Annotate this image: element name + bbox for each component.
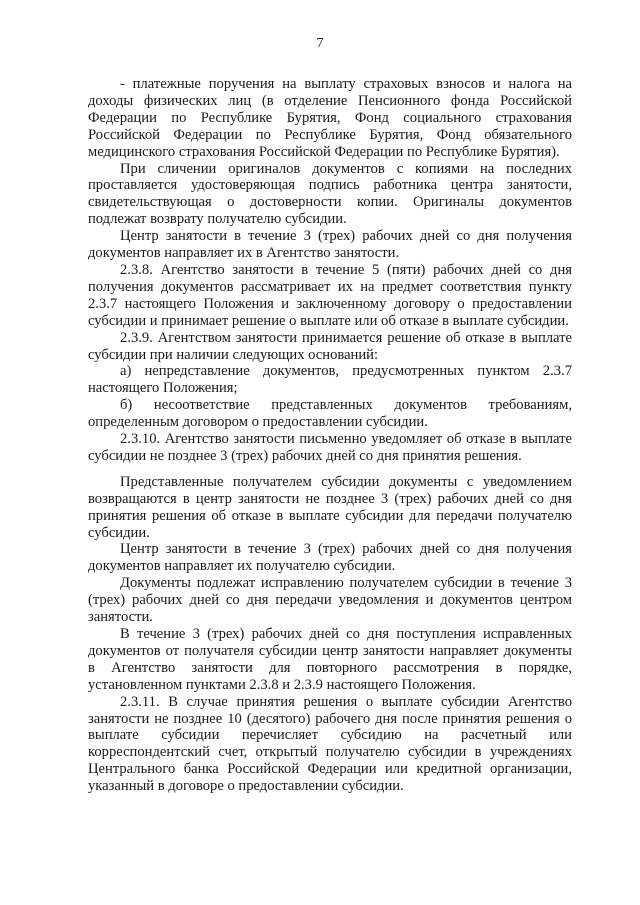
paragraph-payment-orders: - платежные поручения на выплату страховых взносов и налога на доходы физических лиц (в отделение Пенсионного фонда Российской Федерации по Республике Бурятия, Фонд социального страхования Российской Федерации по Республике Бурятия, Фонд обязательного медицинского страхования Российской Федерации по Республике Бурятия).: [88, 76, 572, 160]
paragraph-2-3-11: 2.3.11. В случае принятия решения о выплате субсидии Агентство занятости не позднее 10 (десятого) рабочего дня после принятия решения о выплате субсидии перечисляет субсидию на расчетный или корреспондентский счет, открытый получателю субсидии в учреждениях Центрального банка Российской Федерации или кредитной организации, указанный в договоре о предоставлении субсидии.: [88, 693, 572, 795]
paragraph-2-3-8: 2.3.8. Агентство занятости в течение 5 (пяти) рабочих дней со дня получения документов рассматривает их на предмет соответствия пункту 2.3.7 настоящего Положения и заключенному договору о предоставлении субсидии и принимает решение о выплате или об отказе в выплате субсидии.: [88, 261, 572, 329]
paragraph-center-forwards-documents: Центр занятости в течение 3 (трех) рабочих дней со дня получения документов направляет их в Агентство занятости.: [88, 228, 572, 262]
paragraph-center-returns-documents: Центр занятости в течение 3 (трех) рабочих дней со дня получения документов направляет их получателю субсидии.: [88, 541, 572, 575]
paragraph-resubmission: В течение 3 (трех) рабочих дней со дня поступления исправленных документов от получателя субсидии центр занятости направляет документы в Агентство занятости для повторного рассмотрения в порядке, установленном пунктами 2.3.8 и 2.3.9 настоящего Положения.: [88, 626, 572, 693]
paragraph-copy-verification: При сличении оригиналов документов с копиями на последних проставляется удостоверяющая подпись работника центра занятости, свидетельствующая о достоверности копии. Оригиналы документов подлежат возврату получателю субсидии.: [88, 160, 572, 228]
paragraph-correction-deadline: Документы подлежат исправлению получателем субсидии в течение 3 (трех) рабочих дней со дня передачи уведомления и документов центром занятости.: [88, 575, 572, 626]
document-body: [88, 76, 572, 795]
page-number: 7: [316, 36, 324, 51]
paragraph-2-3-10: 2.3.10. Агентство занятости письменно уведомляет об отказе в выплате субсидии не позднее 3 (трех) рабочих дней со дня принятия решения.: [88, 431, 572, 464]
paragraph-documents-returned: Представленные получателем субсидии документы с уведомлением возвращаются в центр занятости не позднее 3 (трех) рабочих дней со дня принятия решения об отказе в выплате субсидии для передачи получателю субсидии.: [88, 473, 572, 541]
paragraph-ground-a: а) непредставление документов, предусмотренных пунктом 2.3.7 настоящего Положения;: [88, 363, 572, 397]
paragraph-2-3-9: 2.3.9. Агентством занятости принимается решение об отказе в выплате субсидии при наличии следующих оснований:: [88, 329, 572, 363]
paragraph-ground-b: б) несоответствие представленных документов требованиям, определенным договором о предоставлении субсидии.: [88, 397, 572, 431]
